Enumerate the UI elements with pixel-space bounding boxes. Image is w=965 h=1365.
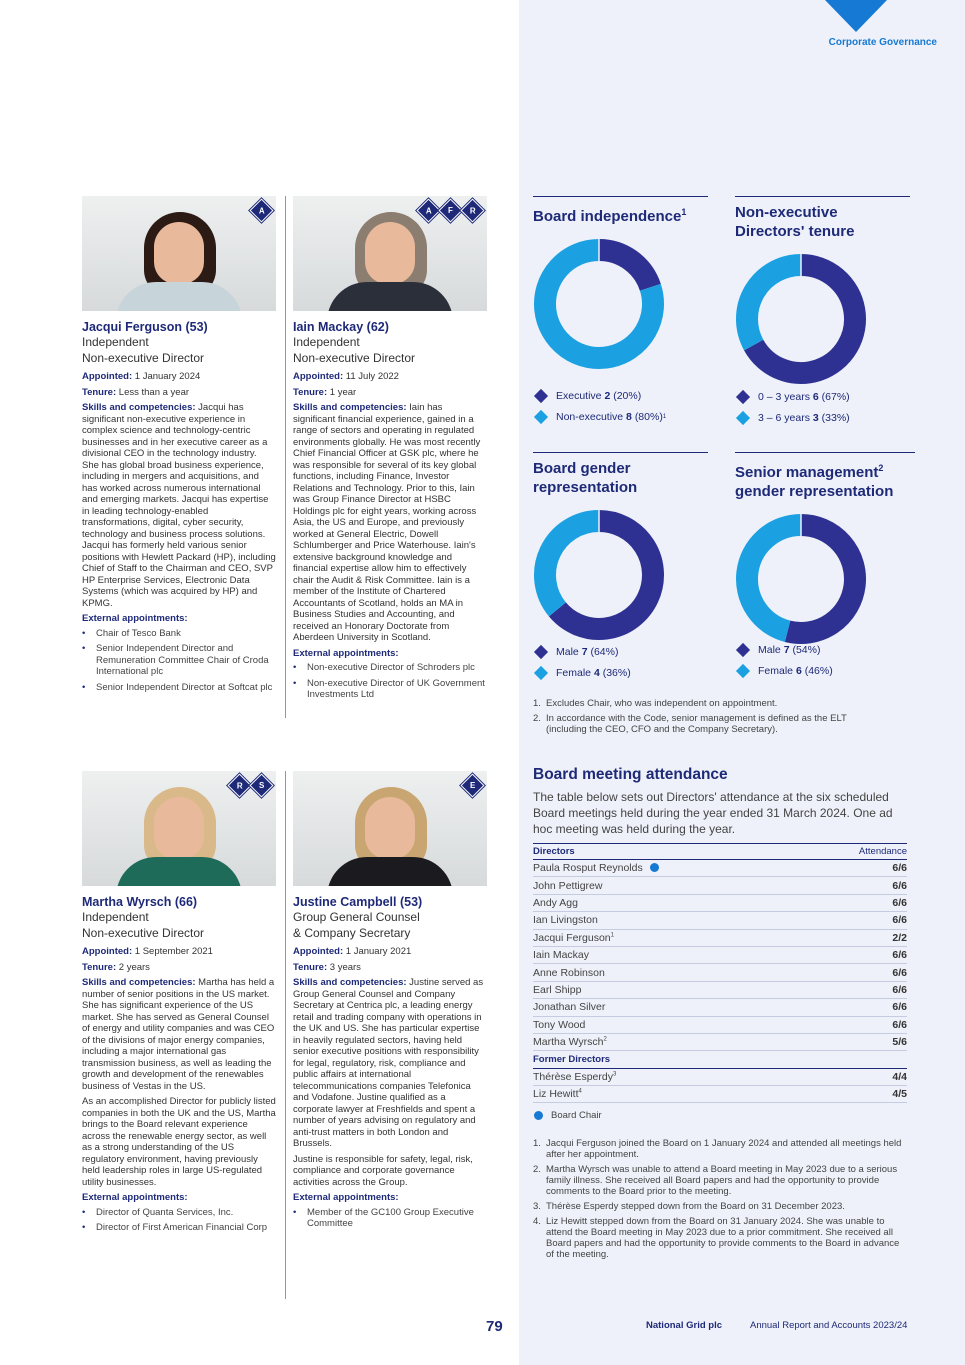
column-divider bbox=[285, 196, 286, 718]
director-role: Non-executive Director bbox=[293, 351, 416, 365]
legend-item: Female 6 (46%) bbox=[735, 660, 833, 681]
board-gender-chart bbox=[533, 452, 708, 641]
donut-slice-female bbox=[545, 521, 599, 609]
tenure-chart bbox=[735, 196, 910, 385]
donut-svg bbox=[735, 513, 867, 645]
footnote: 1. Excludes Chair, who was independent on appointment. bbox=[533, 698, 778, 709]
director-cell: Ian Livingston bbox=[533, 912, 804, 929]
diamond-icon bbox=[534, 644, 548, 658]
director-photo bbox=[293, 771, 487, 886]
director-cell: Paula Rosput Reynolds bbox=[533, 860, 804, 877]
diamond-icon bbox=[736, 389, 750, 403]
director-cell: Liz Hewitt$^4$ bbox=[533, 1086, 804, 1103]
attendance-cell: 6/6 bbox=[804, 1016, 907, 1033]
legend-item: Male 7 (54%) bbox=[735, 639, 833, 660]
committee-badges bbox=[231, 777, 270, 794]
attendance-cell: 6/6 bbox=[804, 912, 907, 929]
external-appointments-title: External appointments: bbox=[293, 647, 399, 659]
corner-triangle-mark bbox=[825, 0, 887, 32]
director-photo bbox=[82, 196, 276, 311]
committee-badge-icon: E bbox=[460, 773, 484, 797]
table-row bbox=[533, 894, 907, 911]
appointed: Appointed: 11 July 2022 bbox=[293, 371, 399, 382]
chart-title: Senior management$^2$ gender representation bbox=[735, 463, 894, 500]
col-directors: Directors bbox=[533, 844, 804, 860]
diamond-icon bbox=[736, 663, 750, 677]
tenure: Tenure: 2 years bbox=[82, 961, 150, 973]
table-row bbox=[533, 946, 907, 963]
attendance-table bbox=[533, 843, 907, 1103]
attendance-cell: 6/6 bbox=[804, 946, 907, 963]
diamond-icon bbox=[534, 665, 548, 679]
director-photo bbox=[293, 196, 487, 311]
footnote: 2. Martha Wyrsch was unable to attend a Board meeting in May 2023 due to a serious family illness. She received all Board papers and had the opportunity to provide comments to the Board prior to the meeting. bbox=[533, 1164, 898, 1197]
director-role: & Company Secretary bbox=[293, 926, 411, 940]
legend-item: Male 7 (64%) bbox=[533, 641, 631, 662]
skills: Skills and competencies: Jacqui has significant non-executive experience in complex science and technology-centric businesses and in her executive career as a divisional CEO in the technology industry. She has global broad business experience, including in mergers and acquisitions, and has worked across numerous international and emerging markets. Jacqui has expertise in leading technology-enabled transformations, digital, cyber security, technology and business process solutions. Jacqui has formerly held various senior positions with Hewlett Packard (HP), including Chief of Staff to the Chairman and CEO, SVP HP Enterprise Services, Electronic Data Systems (which was acquired by HP) and KPMG. bbox=[82, 402, 276, 609]
director-role: Group General Counsel bbox=[293, 910, 420, 924]
legend-item: Non-executive 8 (80%) 1 bbox=[533, 406, 666, 427]
external-appointment: • Senior Independent Director at Softcat plc bbox=[82, 682, 276, 694]
director-role: Independent bbox=[82, 335, 149, 349]
attendance-cell: 6/6 bbox=[804, 860, 907, 877]
skills: Skills and competencies: Iain has significant financial experience, gained in a range of sectors and operating in regulated environments globally. He was most recently Chief Financial Officer at GSK plc, where he was responsible for several of its key global functions, including Finance, Investor Relations and Technology. Prior to this, Iain was Group Finance Director at HSBC Holdings plc for eight years, working across Asia, the US and Europe, and previously worked at General Electric, Dowell Schlumberger and Price Waterhouse. Iain's extensive background knowledge and financial expertise allow him to effectively chair the Audit & Risk Committee. Iain is a member of the Institute of Chartered Accountants of Scotland, holds an MA in Business Studies and Accounting, and received an Honorary Doctorate from Aberdeen University in Scotland. bbox=[293, 402, 481, 643]
attendance-cell: 6/6 bbox=[804, 999, 907, 1016]
tenure: Tenure: 3 years bbox=[293, 961, 361, 973]
committee-badge-icon: S bbox=[249, 773, 273, 797]
table-row bbox=[533, 877, 907, 894]
director-cell: Anne Robinson bbox=[533, 964, 804, 981]
skills: Skills and competencies: Martha has held a number of senior positions in the US market. She has significant experience of the US market. She has served as General Counsel of energy and utility companies and was CEO of the divisions of major energy companies, including a major international gas transmission business, as well as leading the growth and development of the renewables business of Vestas in the US. bbox=[82, 977, 275, 1092]
diamond-icon bbox=[736, 642, 750, 656]
chair-dot-icon bbox=[650, 863, 659, 872]
director-card bbox=[82, 196, 276, 697]
diamond-icon bbox=[736, 410, 750, 424]
appointed: Appointed: 1 January 2021 bbox=[293, 946, 412, 957]
senior-management-gender-chart bbox=[735, 452, 915, 645]
attendance-cell: 2/2 bbox=[804, 929, 907, 946]
footnote: 3. Thérèse Esperdy stepped down from the Board on 31 December 2023. bbox=[533, 1201, 845, 1212]
tenure: Tenure: 1 year bbox=[293, 386, 357, 398]
board-meeting-attendance bbox=[533, 766, 907, 1121]
chart-title: Non-executive Directors' tenure bbox=[735, 204, 855, 240]
director-role: Independent bbox=[293, 335, 360, 349]
committee-badge-icon: R bbox=[227, 773, 251, 797]
director-name: Martha Wyrsch (66) bbox=[82, 895, 198, 909]
chart-title: Board gender representation bbox=[533, 460, 638, 496]
external-appointments-list bbox=[293, 1207, 487, 1230]
external-appointment: • Senior Independent Director and Remuneration Committee Chair of Croda International plc bbox=[82, 643, 276, 678]
donut-svg bbox=[735, 253, 867, 385]
external-appointments-list bbox=[82, 628, 276, 694]
table-row bbox=[533, 981, 907, 998]
attendance-cell: 5/6 bbox=[804, 1033, 907, 1050]
external-appointments-list bbox=[293, 662, 487, 701]
director-cell: Martha Wyrsch$^2$ bbox=[533, 1033, 804, 1050]
table-row bbox=[533, 999, 907, 1016]
donut-svg bbox=[533, 509, 665, 641]
attendance-cell: 4/4 bbox=[804, 1068, 907, 1085]
committee-badge-icon: A bbox=[416, 198, 440, 222]
director-photo bbox=[82, 771, 276, 886]
external-appointments-title: External appointments: bbox=[82, 613, 188, 624]
tenure: Tenure: Less than a year bbox=[82, 386, 190, 398]
external-appointment: • Director of First American Financial Corp bbox=[82, 1222, 276, 1234]
external-appointment: • Director of Quanta Services, Inc. bbox=[82, 1207, 276, 1219]
table-row bbox=[533, 1016, 907, 1033]
attendance-title: Board meeting attendance bbox=[533, 766, 728, 783]
chart-legend bbox=[533, 641, 631, 683]
director-cell: Earl Shipp bbox=[533, 981, 804, 998]
director-cell: Jonathan Silver bbox=[533, 999, 804, 1016]
chart-legend bbox=[735, 639, 833, 681]
director-name: Iain Mackay (62) bbox=[293, 320, 389, 334]
chart-title: Board independence$^1$ bbox=[533, 207, 687, 225]
footer-report: Annual Report and Accounts 2023/24 bbox=[750, 1320, 908, 1331]
diamond-icon bbox=[534, 409, 548, 423]
attendance-intro: The table below sets out Directors' attendance at the six scheduled Board meetings held during the year ended 31 March 2024. One ad hoc meeting was held during the year. bbox=[533, 790, 893, 836]
chart-footnotes bbox=[533, 698, 878, 739]
committee-badge-icon: A bbox=[249, 198, 273, 222]
former-directors-header: Former Directors bbox=[533, 1051, 907, 1068]
table-row bbox=[533, 1086, 907, 1103]
attendance-cell: 6/6 bbox=[804, 981, 907, 998]
director-cell: John Pettigrew bbox=[533, 877, 804, 894]
footnote: 1. Jacqui Ferguson joined the Board on 1 January 2024 and attended all meetings held after her appointment. bbox=[533, 1138, 902, 1160]
diamond-icon bbox=[534, 388, 548, 402]
chair-dot-icon bbox=[534, 1111, 543, 1120]
table-row bbox=[533, 1068, 907, 1085]
table-row bbox=[533, 929, 907, 946]
committee-badge-icon: F bbox=[438, 198, 462, 222]
director-cell: Iain Mackay bbox=[533, 946, 804, 963]
donut-slice-female bbox=[747, 525, 801, 631]
board-independence-chart bbox=[533, 196, 708, 370]
director-name: Justine Campbell (53) bbox=[293, 895, 423, 909]
director-role: Non-executive Director bbox=[82, 351, 205, 365]
chart-legend bbox=[533, 385, 666, 427]
donut-slice-3-6-years bbox=[747, 265, 801, 345]
external-appointment: • Non-executive Director of Schroders plc bbox=[293, 662, 487, 674]
footnote: 2. In accordance with the Code, senior management is defined as the ELT (including the CEO, CFO and the Company Secretary). bbox=[533, 713, 847, 735]
appointed: Appointed: 1 September 2021 bbox=[82, 946, 213, 957]
committee-badges bbox=[253, 202, 270, 219]
donut-slice-executive bbox=[599, 250, 650, 287]
footnote: 4. Liz Hewitt stepped down from the Board on 31 January 2024. She was unable to attend the Board meeting in May 2023 due to a prior commitment. She received all Board papers and had the opportunity to provide comments to the Board in advance of the meeting. bbox=[533, 1216, 900, 1260]
appointed: Appointed: 1 January 2024 bbox=[82, 371, 201, 382]
attendance-cell: 4/5 bbox=[804, 1086, 907, 1103]
board-chair-key: Board Chair bbox=[533, 1110, 907, 1121]
col-attendance: Attendance bbox=[804, 844, 907, 860]
legend-item: 0 – 3 years 6 (67%) bbox=[735, 386, 850, 407]
legend-item: Female 4 (36%) bbox=[533, 662, 631, 683]
director-card bbox=[82, 771, 276, 1238]
external-appointments-list bbox=[82, 1207, 276, 1234]
table-row bbox=[533, 912, 907, 929]
table-row bbox=[533, 964, 907, 981]
attendance-cell: 6/6 bbox=[804, 877, 907, 894]
donut-svg bbox=[533, 238, 665, 370]
committee-badges bbox=[464, 777, 481, 794]
external-appointments-title: External appointments: bbox=[82, 1192, 188, 1203]
attendance-cell: 6/6 bbox=[804, 964, 907, 981]
director-card bbox=[293, 771, 487, 1234]
section-label: Corporate Governance bbox=[828, 37, 937, 48]
director-card bbox=[293, 196, 487, 705]
skills: Skills and competencies: Justine served as Group General Counsel and Company Secretary at Centrica plc, a leading energy retail and trading company with operations in the UK and US. She has particular expertise in heavily regulated sectors, having held senior executive positions with responsibility for legal, regulatory, risk, compliance and public affairs at international telecommunications companies Telefonica and Vodafone. Justine qualified as a corporate lawyer at Freshfields and spent a number of years advising on regulatory and anti-trust matters in both London and Brussels. bbox=[293, 977, 484, 1149]
director-cell: Thérèse Esperdy$^3$ bbox=[533, 1068, 804, 1085]
legend-item: 3 – 6 years 3 (33%) bbox=[735, 407, 850, 428]
external-appointments-title: External appointments: bbox=[293, 1192, 399, 1203]
attendance-cell: 6/6 bbox=[804, 894, 907, 911]
column-divider bbox=[285, 771, 286, 1299]
skills-extra: As an accomplished Director for publicly listed companies in both the UK and the US, Martha brings to the Board relevant experience across the renewable energy sector, as well as a strong understanding of the US regulatory environment, having previously held leadership roles in large US-regulated utility businesses. bbox=[82, 1096, 276, 1188]
legend-item: Executive 2 (20%) bbox=[533, 385, 666, 406]
table-row bbox=[533, 1033, 907, 1050]
donut-slice-male bbox=[788, 525, 855, 633]
director-role: Independent bbox=[82, 910, 149, 924]
external-appointment: • Non-executive Director of UK Government Investments Ltd bbox=[293, 678, 487, 701]
director-cell: Tony Wood bbox=[533, 1016, 804, 1033]
table-row bbox=[533, 860, 907, 877]
director-cell: Andy Agg bbox=[533, 894, 804, 911]
skills-extra: Justine is responsible for safety, legal, risk, compliance and corporate governance activities across the Group. bbox=[293, 1153, 473, 1188]
external-appointment: • Chair of Tesco Bank bbox=[82, 628, 276, 640]
director-cell: Jacqui Ferguson$^1$ bbox=[533, 929, 804, 946]
external-appointment: • Member of the GC100 Group Executive Committee bbox=[293, 1207, 487, 1230]
committee-badges bbox=[420, 202, 481, 219]
director-name: Jacqui Ferguson (53) bbox=[82, 320, 208, 334]
footer-company: National Grid plc bbox=[646, 1320, 723, 1331]
attendance-footnotes bbox=[533, 1138, 905, 1264]
page-number: 79 bbox=[486, 1318, 503, 1335]
committee-badge-icon: R bbox=[460, 198, 484, 222]
chart-legend bbox=[735, 386, 850, 428]
director-role: Non-executive Director bbox=[82, 926, 205, 940]
